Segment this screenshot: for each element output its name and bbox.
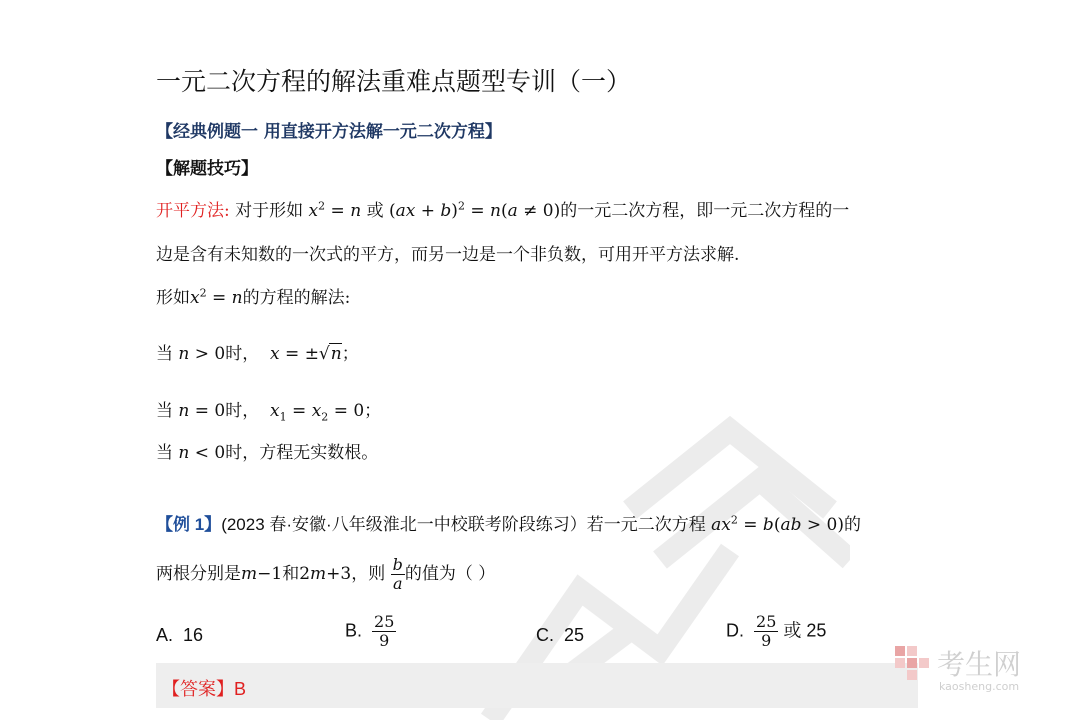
svg-text:考生网: 考生网: [937, 648, 1022, 681]
example-source: (2023 春·安徽·八年级淮北一中校联考阶段练习）若一元二次方程: [221, 515, 706, 534]
option-a[interactable]: [156, 625, 203, 646]
option-text: 25: [564, 625, 585, 645]
case-2: 当 n = 0时， $x_1 = x_2 = 0$；: [156, 401, 382, 424]
tips-heading: 【解题技巧】: [156, 159, 258, 179]
section-heading: 【经典例题一 用直接开方法解一元二次方程】: [156, 122, 502, 142]
form-line: 形如$x^2 = n$的方程的解法:: [156, 286, 351, 308]
case-1: 当 n > 0时， x = ±√n；: [156, 344, 359, 364]
case-3: 当 n < 0时，方程无实数根。: [156, 443, 379, 463]
case-result: 方程无实数根。: [259, 443, 379, 463]
option-letter: C.: [536, 625, 554, 645]
answer-line: [162, 675, 246, 701]
option-c[interactable]: [536, 625, 584, 646]
option-fraction: $\frac{25}{9}$: [756, 612, 777, 650]
form-prefix: 形如: [156, 288, 190, 308]
option-letter: D.: [726, 620, 744, 641]
case-mid: 时，: [225, 344, 260, 364]
example-line-1: 【例 1】(2023 春·安徽·八年级淮北一中校联考阶段练习）若一元二次方程 $ax^2 = b(ab > 0)$的: [156, 513, 861, 535]
example-after-eq: 的: [843, 515, 861, 535]
example-line2-prefix: 两根分别是: [156, 564, 241, 584]
method-prefix: 对于形如: [235, 201, 304, 221]
kaosheng-logo: [895, 638, 1065, 693]
option-text: 16: [183, 625, 204, 645]
example-line2-mid: ，则: [351, 564, 386, 584]
example-fraction: $\frac{b}{a}$: [392, 555, 403, 593]
case-prefix: 当: [156, 443, 173, 463]
method-label: 开平方法:: [156, 201, 230, 221]
example-tag: 【例 1】: [156, 515, 222, 534]
form-suffix: 的方程的解法:: [242, 288, 351, 308]
answer-label: 【答案】: [162, 679, 234, 699]
method-or: 或: [366, 201, 384, 221]
option-letter: A.: [156, 625, 174, 645]
option-b[interactable]: [345, 613, 396, 650]
option-fraction: $\frac{25}{9}$: [374, 612, 395, 650]
option-suffix: 或 25: [783, 620, 827, 641]
example-and: 和: [282, 564, 300, 584]
case-prefix: 当: [156, 401, 173, 421]
method-line-2: 边是含有未知数的一次式的平方，而另一边是一个非负数，可用开平方法求解.: [156, 245, 740, 265]
case-prefix: 当: [156, 344, 173, 364]
option-letter: B.: [345, 620, 363, 641]
svg-text:kaosheng.com: kaosheng.com: [939, 680, 1020, 693]
example-line2-suffix: 的值为（ ）: [404, 564, 496, 584]
method-line-1: 开平方法: 对于形如 $x^2 = n$ 或 (ax + b)$^2$ = n(a ≠ 0)的一元二次方程，即一元二次方程的一: [156, 199, 850, 221]
case-mid: 时，: [225, 401, 260, 421]
page-title: 一元二次方程的解法重难点题型专训（一）: [156, 67, 632, 96]
answer-box: [156, 663, 918, 708]
example-line-2: 两根分别是m−1和2m+3，则 $\frac{b}{a}$ 的值为（ ）: [156, 555, 496, 593]
option-d[interactable]: [726, 613, 826, 650]
case-mid: 时，: [225, 443, 260, 463]
method-suffix: 的一元二次方程，即一元二次方程的一: [560, 201, 850, 221]
answer-value: B: [234, 679, 247, 699]
